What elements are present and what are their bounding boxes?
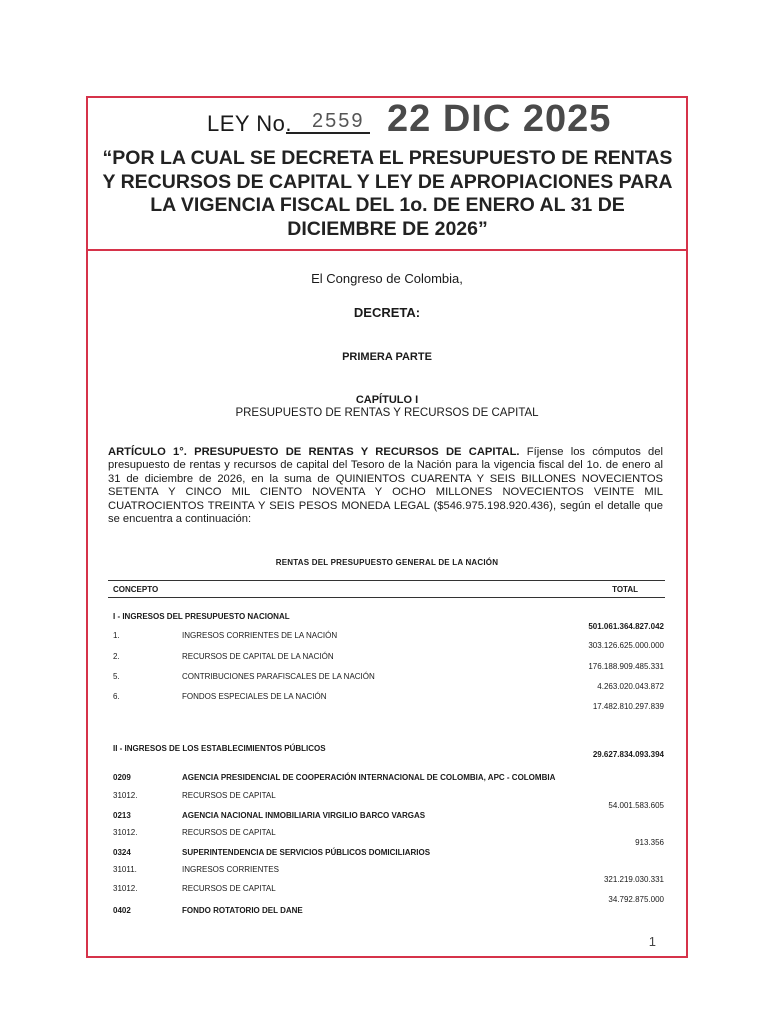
- row-code: 31012.: [113, 828, 138, 837]
- articulo-1-heading: ARTÍCULO 1°. PRESUPUESTO DE RENTAS Y RECURSOS DE CAPITAL.: [108, 446, 520, 458]
- row-total: 303.126.625.000.000: [588, 641, 664, 650]
- row-total: 17.482.810.297.839: [592, 702, 664, 711]
- row-total: 4.263.020.043.872: [597, 682, 664, 691]
- page-number: 1: [648, 934, 656, 949]
- row-total: 54.001.583.605: [608, 801, 664, 810]
- row-concepto: INGRESOS CORRIENTES DE LA NACIÓN: [182, 631, 338, 640]
- row-concepto: SUPERINTENDENCIA DE SERVICIOS PÚBLICOS DOMICILIARIOS: [182, 848, 431, 857]
- ley-number: 2559: [312, 110, 365, 132]
- row-code: 0402: [113, 906, 131, 915]
- row-code: 2.: [113, 652, 120, 661]
- capitulo-subtitle: PRESUPUESTO DE RENTAS Y RECURSOS DE CAPITAL: [235, 407, 539, 419]
- section-total: 501.061.364.827.042: [588, 622, 664, 631]
- row-concepto: INGRESOS CORRIENTES: [182, 865, 279, 874]
- row-concepto: RECURSOS DE CAPITAL: [182, 791, 276, 800]
- row-code: 0209: [113, 773, 131, 782]
- row-concepto: FONDO ROTATORIO DEL DANE: [182, 906, 303, 915]
- row-code: 31012.: [113, 791, 138, 800]
- row-concepto: CONTRIBUCIONES PARAFISCALES DE LA NACIÓN: [182, 672, 375, 681]
- row-code: 31011.: [113, 865, 137, 874]
- row-code: 0324: [113, 848, 131, 857]
- row-code: 0213: [113, 811, 131, 820]
- row-concepto: RECURSOS DE CAPITAL DE LA NACIÓN: [182, 652, 334, 661]
- table-top-rule: [108, 580, 665, 581]
- row-total: 34.792.875.000: [608, 895, 664, 904]
- section-presupuesto-nacional: I - INGRESOS DEL PRESUPUESTO NACIONAL: [113, 612, 290, 621]
- primera-parte-heading: PRIMERA PARTE: [342, 351, 432, 363]
- row-total: 321.219.030.331: [603, 875, 664, 884]
- table-header-rule: [108, 597, 665, 598]
- section-establecimientos-publicos: II - INGRESOS DE LOS ESTABLECIMIENTOS PÚBLICOS: [113, 744, 326, 753]
- row-concepto: RECURSOS DE CAPITAL: [182, 884, 276, 893]
- ley-label: LEY No.: [207, 111, 293, 136]
- row-code: 6.: [113, 692, 120, 701]
- column-header-total: TOTAL: [612, 585, 638, 594]
- articulo-1-text: Fíjense los cómputos del presupuesto de rentas y recursos de capital del Tesoro de la Nación para la vigencia fiscal del 1o. de enero al 31 de diciembre de 2026, en la suma de QUINIENTOS CUARENTA Y SEIS BILLONES NOVECIENTOS SETENTA Y CINCO MIL CIENTO NOVENTA Y OCHO MILLONES NOVECIENTOS VEINTE MIL CUATROCIENTOS TREINTA Y SEIS PESOS MONEDA LEGAL ($546.975.198.920.436), según el detalle que se encuentra a continuación:: [108, 446, 663, 526]
- header-separator: [88, 249, 686, 251]
- section-total: 29.627.834.093.394: [592, 750, 664, 759]
- date-stamp: 22 DIC 2025: [387, 98, 612, 140]
- row-code: 5.: [113, 672, 120, 681]
- row-total: 176.188.909.485.331: [588, 662, 664, 671]
- column-header-concepto: CONCEPTO: [113, 585, 159, 594]
- table-title: RENTAS DEL PRESUPUESTO GENERAL DE LA NACIÓN: [275, 558, 499, 567]
- decreta-heading: DECRETA:: [353, 305, 421, 320]
- row-concepto: FONDOS ESPECIALES DE LA NACIÓN: [182, 692, 327, 701]
- law-title: “POR LA CUAL SE DECRETA EL PRESUPUESTO DE RENTAS Y RECURSOS DE CAPITAL Y LEY DE APROPIACIONES PARA LA VIGENCIA FISCAL DEL 1o. DE ENERO AL 31 DE DICIEMBRE DE 2026”: [102, 147, 673, 240]
- row-concepto: RECURSOS DE CAPITAL: [182, 828, 276, 837]
- articulo-1-paragraph: [108, 446, 663, 526]
- row-code: 31012.: [113, 884, 138, 893]
- congreso-line: El Congreso de Colombia,: [311, 271, 463, 286]
- capitulo-heading: CAPÍTULO I: [355, 394, 419, 406]
- row-total: 913.356: [635, 838, 664, 847]
- row-concepto: AGENCIA NACIONAL INMOBILIARIA VIRGILIO BARCO VARGAS: [182, 811, 426, 820]
- row-code: 1.: [113, 631, 120, 640]
- row-concepto: AGENCIA PRESIDENCIAL DE COOPERACIÓN INTERNACIONAL DE COLOMBIA, APC - COLOMBIA: [182, 773, 556, 782]
